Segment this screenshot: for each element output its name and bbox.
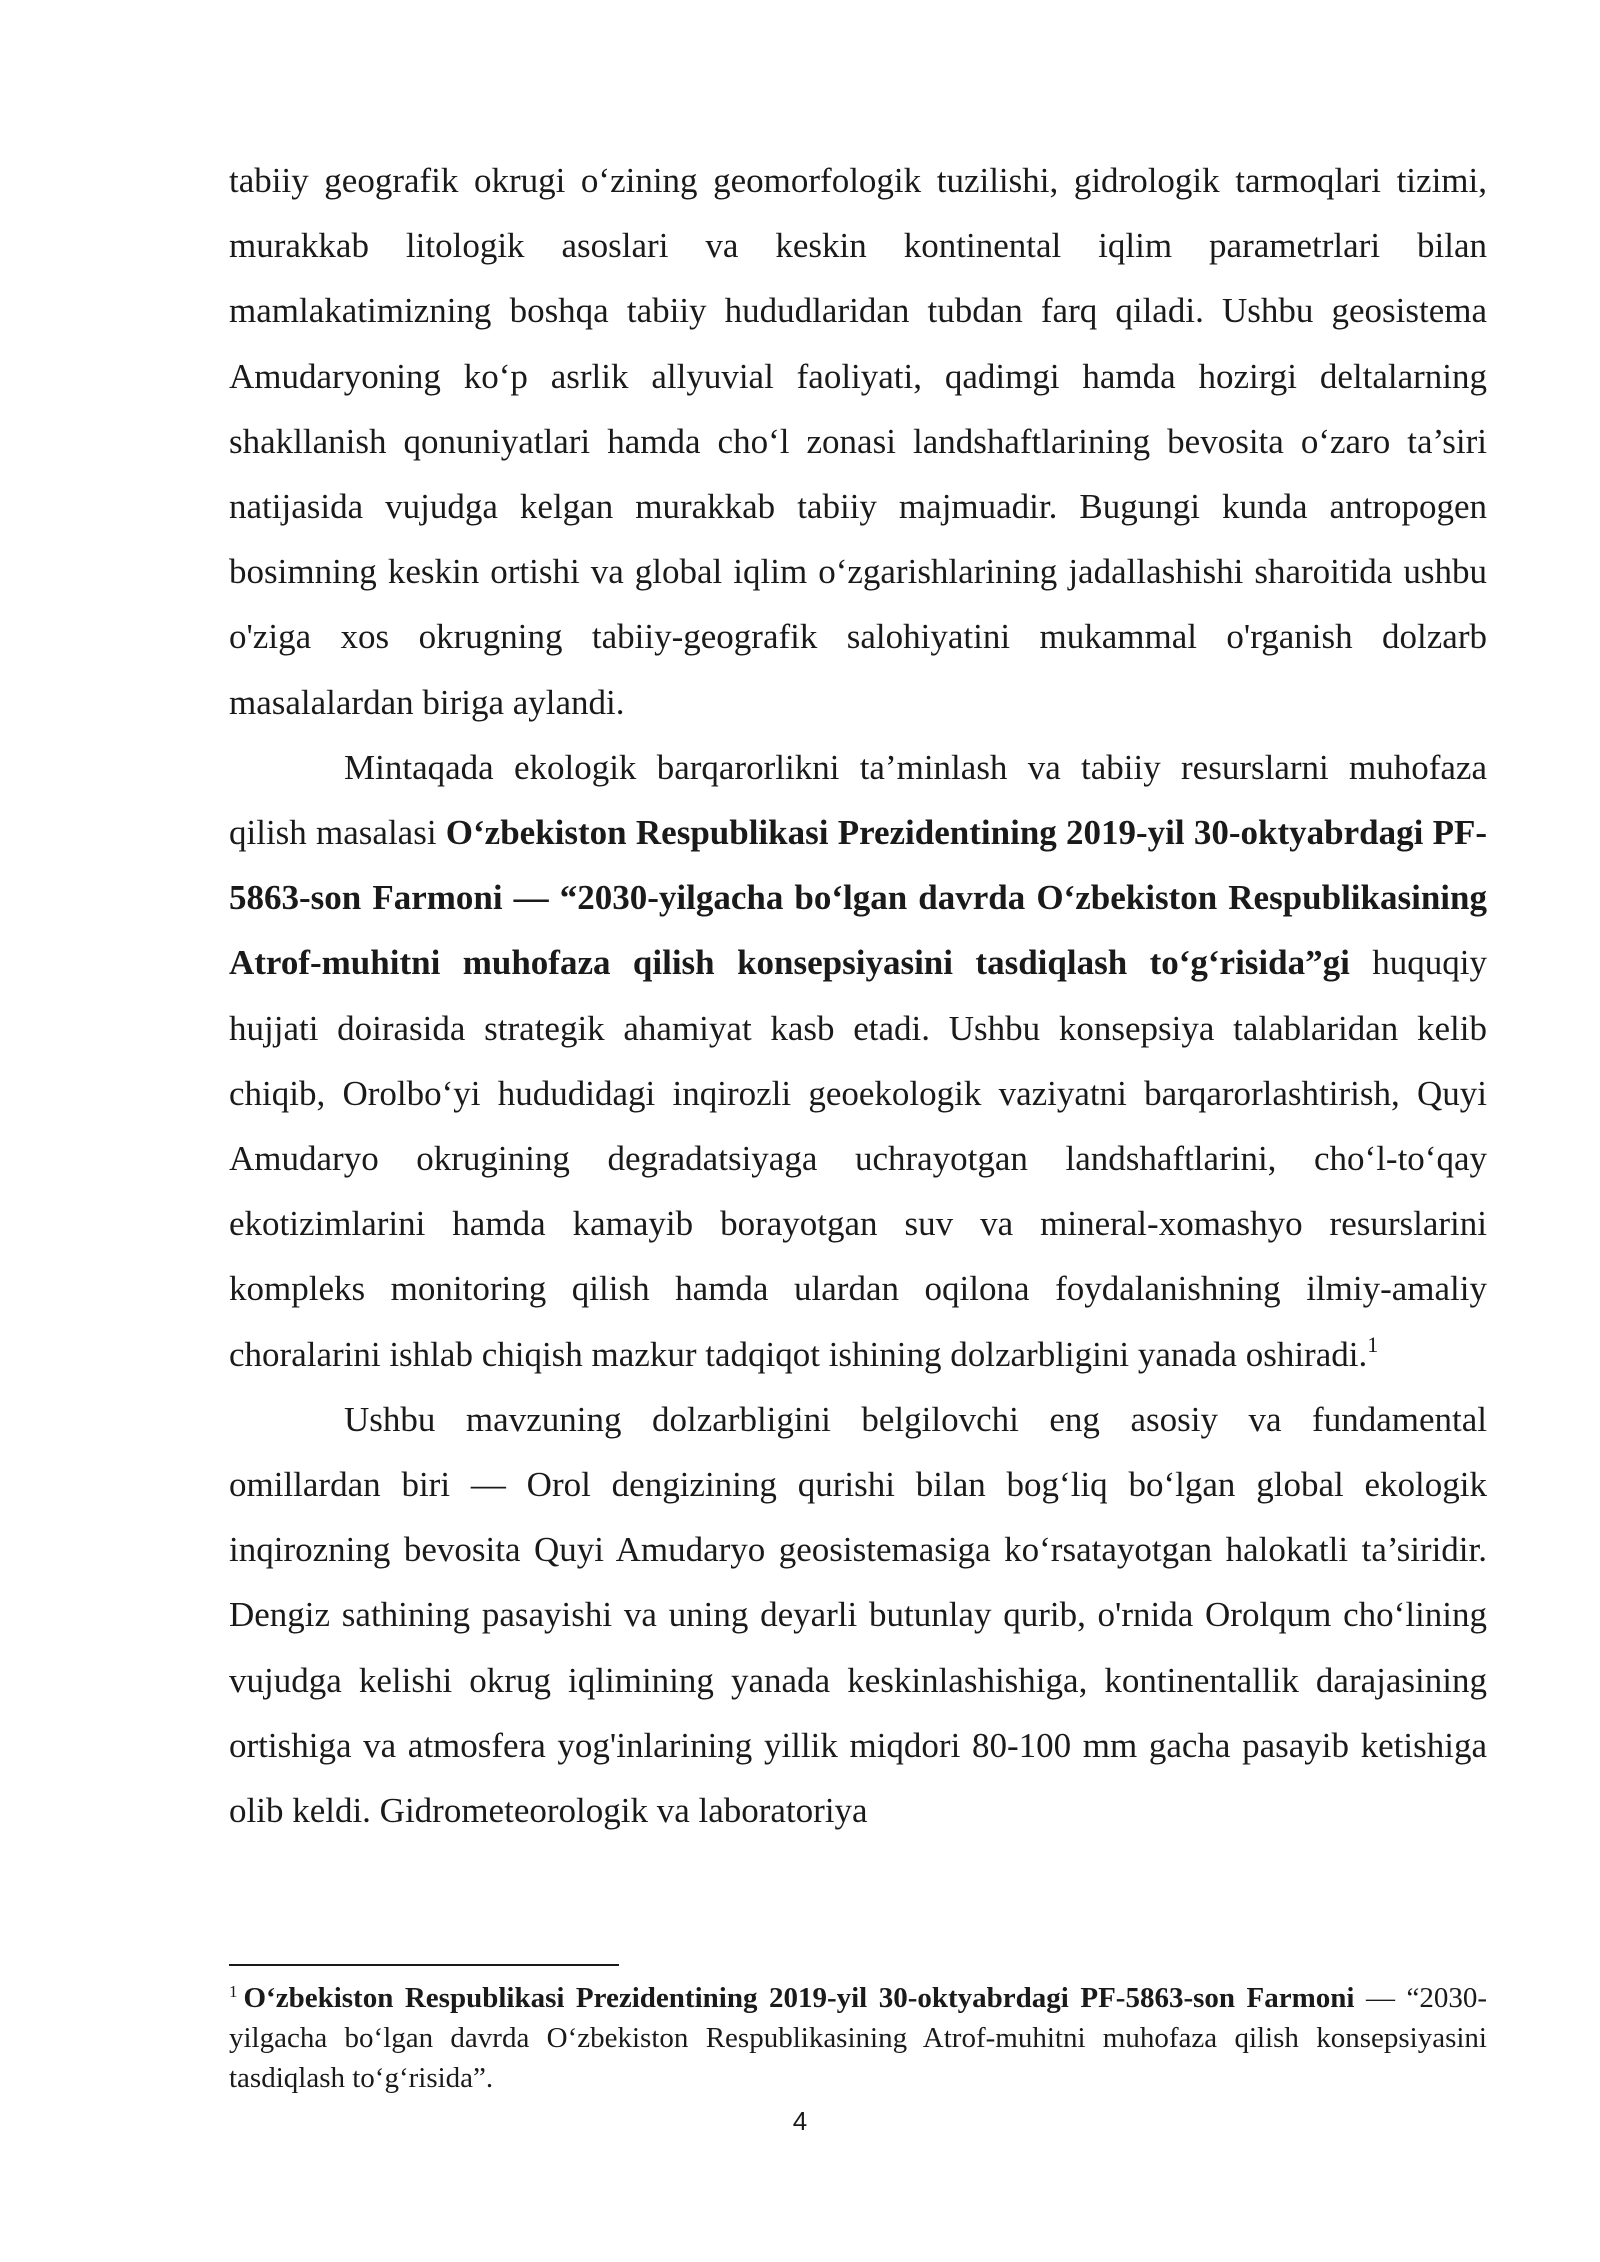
paragraph-2-decree-title: O‘zbekiston Respublikasi Prezidentining 2019-yil 30-oktyabrdagi PF-5863-son Farmoni — “2030-yilgacha bo‘lgan davrda O‘zbekiston Respublikasining Atrof-muhitni muhofaza qilish konsepsiyasini tasdiqlash to‘g‘risida”gi xyxy=(229,813,1487,983)
page-number: 4 xyxy=(792,2106,808,2136)
footnote-mark: 1 xyxy=(229,1982,238,2001)
footnote xyxy=(229,1978,1487,2098)
footnote-bold-title: O‘zbekiston Respublikasi Prezidentining 2019-yil 30-oktyabrdagi PF-5863-son Farmoni xyxy=(243,1982,1355,2014)
footnote-reference[interactable]: 1 xyxy=(1367,1331,1379,1357)
paragraph-1: tabiiy geografik okrugi o‘zining geomorfologik tuzilishi, gidrologik tarmoqlari tizimi, murakkab litologik asoslari va keskin kontinental iqlim parametrlari bilan mamlakatimizning boshqa tabiiy hududlaridan tubdan farq qiladi. Ushbu geosistema Amudaryoning ko‘p asrlik allyuvial faoliyati, qadimgi hamda hozirgi deltalarning shakllanish qonuniyatlari hamda cho‘l zonasi landshaftlarining bevosita o‘zaro ta’siri natijasida vujudga kelgan murakkab tabiiy majmuadir. Bugungi kunda antropogen bosimning keskin ortishi va global iqlim o‘zgarishlarining jadallashishi sharoitida ushbu o'ziga xos okrugning tabiiy-geografik salohiyatini mukammal o'rganish dolzarb masalalardan biriga aylandi. xyxy=(229,161,1487,722)
paragraph-2 xyxy=(229,735,1487,1387)
footnote-separator xyxy=(229,1964,619,1966)
footnote-text: — “2030-yilgacha bo‘lgan davrda O‘zbekiston Respublikasining Atrof-muhitni muhofaza qilish konsepsiyasini tasdiqlash to‘g‘risida”. xyxy=(229,1982,1488,2094)
paragraph-2-end: huquqiy hujjati doirasida strategik ahamiyat kasb etadi. Ushbu konsepsiya talablaridan kelib chiqib, Orolbo‘yi hududidagi inqirozli geoekologik vaziyatni barqarorlashtirish, Quyi Amudaryo okrugining degradatsiyaga uchrayotgan landshaftlarini, cho‘l-to‘qay ekotizimlarini hamda kamayib borayotgan suv va mineral-xomashyo resurslarini kompleks monitoring qilish hamda ulardan oqilona foydalanishning ilmiy-amaliy choralarini ishlab chiqish mazkur tadqiqot ishining dolzarbligini yanada oshiradi. xyxy=(229,943,1487,1374)
paragraph-3: Ushbu mavzuning dolzarbligini belgilovchi eng asosiy va fundamental omillardan biri — Orol dengizining qurishi bilan bog‘liq bo‘lgan global ekologik inqirozning bevosita Quyi Amudaryo geosistemasiga ko‘rsatayotgan halokatli ta’siridir. Dengiz sathining pasayishi va uning deyarli butunlay qurib, o'rnida Orolqum cho‘lining vujudga kelishi okrug iqlimining yanada keskinlashishiga, kontinentallik darajasining ortishiga va atmosfera yog'inlarining yillik miqdori 80-100 mm gacha pasayib ketishiga olib keldi. Gidrometeorologik va laboratoriya xyxy=(229,1399,1487,1831)
paragraph-2-start: Mintaqada ekologik barqarorlikni ta’minlash va tabiiy resurslarni muhofaza qilish masalasi xyxy=(229,747,1487,853)
body-text xyxy=(229,148,1487,1843)
